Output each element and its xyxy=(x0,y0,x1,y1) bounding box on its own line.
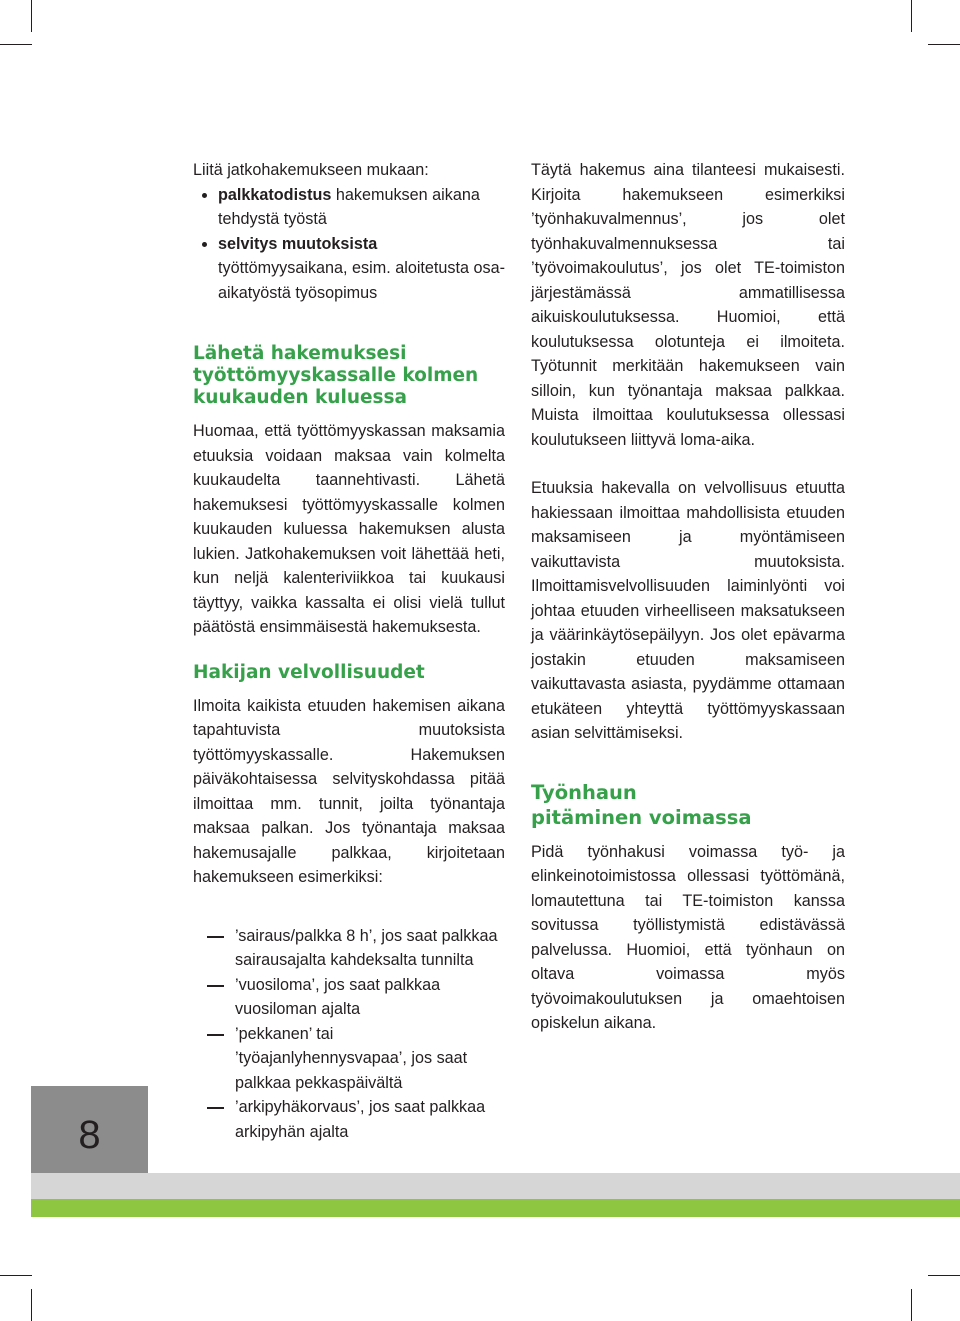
heading-applicant-duties: Hakijan velvollisuudet xyxy=(193,661,425,683)
crop-mark xyxy=(0,44,32,45)
page-number-box xyxy=(31,1086,148,1174)
dash-icon xyxy=(207,936,224,938)
paragraph-applicant-duties: Ilmoita kaikista etuuden hakemisen aikana tapahtuvista muutoksista työttömyyskassalle. Hakemuksen päiväkohtaisessa selvityskohdassa pitää ilmoittaa mm. tunnit, joilta työnantaja maksaa palkan. Jos työnantaja maksaa hakemusajalle palkkaa, kirjoitetaan hakemukseen esimerkiksi: xyxy=(193,696,505,886)
crop-mark xyxy=(0,1275,32,1276)
crop-mark xyxy=(31,0,32,32)
example-item xyxy=(193,1022,505,1096)
dash-icon xyxy=(207,1034,224,1036)
attachments-list xyxy=(193,183,505,306)
attachment-item xyxy=(193,232,505,306)
footer-green-band xyxy=(31,1199,960,1217)
crop-mark xyxy=(928,1275,960,1276)
paragraph-send-application: Huomaa, että työttömyyskassan maksamia etuuksia voidaan maksaa vain kolmelta kuukaudelta taannehtivasti. Lähetä hakemuksesi työttömyyskassalle kolmen kuukauden kuluessa hakemuksen alusta lukien. Jatkohakemuksen voit lähettää heti, kun neljä kalenteriviikkoa tai kuukausi täyttyy, vaikka kassalta ei olisi vielä tullut päätöstä ensimmäisestä hakemuksesta. xyxy=(193,422,505,636)
example-item xyxy=(193,924,505,973)
footer-gray-band xyxy=(31,1173,960,1199)
paragraph-fill-application: Täytä hakemus aina tilanteesi mukaisesti. Kirjoita hakemukseen esimerkiksi ’työnhakuvalmennus’, jos olet työnhakuvalmennuksessa tai ’työvoimakoulutus’, jos olet TE-toimiston järjestämässä ammatillisessa aikuiskoulutuksessa. Huomioi, että koulutuksessa olotunteja ei ilmoiteta. Työtunnit merkitään hakemukseen vain silloin, kun työnantaja maksaa palkkaa. Muista ilmoittaa koulutuksessa ollessasi koulutukseen liittyvä loma-aika. xyxy=(531,161,845,449)
example-text: ’pekkanen’ tai ’työajanlyhennysvapaa’, jos saat palkkaa pekkaspäivältä xyxy=(235,1024,468,1092)
crop-mark xyxy=(911,0,912,32)
right-column xyxy=(531,158,845,1036)
attachment-text: hakemuksen aikana tehdystä työstä xyxy=(218,185,480,228)
example-text: ’arkipyhäkorvaus’, jos saat palkkaa arkipyhän ajalta xyxy=(235,1098,486,1141)
example-text: ’sairaus/palkka 8 h’, jos saat palkkaa sairausajalta kahdeksalta tunnilta xyxy=(235,926,498,969)
dash-icon xyxy=(207,1107,224,1109)
attachment-title: palkkatodistus xyxy=(218,185,332,204)
attachment-title: selvitys muutoksista xyxy=(218,234,378,253)
example-text: ’vuosiloma’, jos saat palkkaa vuosiloman ajalta xyxy=(235,975,441,1018)
attachment-item xyxy=(193,183,505,232)
crop-mark xyxy=(928,44,960,45)
dash-icon xyxy=(207,985,224,987)
attachment-text: työttömyysaikana, esim. aloitetusta osa-aikatyöstä työsopimus xyxy=(218,259,506,302)
heading-send-application: Lähetä hakemuksesi työttömyyskassalle kolmen kuukauden kuluessa xyxy=(193,343,479,408)
crop-mark xyxy=(31,1289,32,1321)
paragraph-job-search: Pidä työnhakusi voimassa työ- ja elinkeinotoimistossa ollessasi työttömänä, lomautettuna tai TE-toimiston kanssa sovitussa työllistymistä edistävässä palvelussa. Huomioi, että työnhaun on oltava voimassa myös työvoimakoulutuksen ja omaehtoisen opiskelun aikana. xyxy=(531,842,845,1032)
heading-job-search: Työnhaun pitäminen voimassa xyxy=(531,780,752,829)
page-number: 8 xyxy=(78,1113,101,1157)
example-item xyxy=(193,973,505,1022)
example-item xyxy=(193,1095,505,1144)
attachments-intro: Liitä jatkohakemukseen mukaan: xyxy=(193,161,429,179)
paragraph-notification-duty: Etuuksia hakevalla on velvollisuus etuutta hakiessaan ilmoittaa mahdollisista etuuden maksamiseen ja myöntämiseen vaikuttavista muutoksista. Ilmoittamisvelvollisuuden laiminlyönti voi johtaa etuuden virheelliseen maksatukseen ja väärinkäytösepäilyyn. Jos olet epävarma jostakin etuuden maksamiseen vaikuttavasta asiasta, pyydämme ottamaan etukäteen yhteyttä työttömyyskassaan asian selvittämiseksi. xyxy=(531,479,845,742)
left-column xyxy=(193,158,505,1144)
examples-list xyxy=(193,924,505,1145)
crop-mark xyxy=(911,1289,912,1321)
